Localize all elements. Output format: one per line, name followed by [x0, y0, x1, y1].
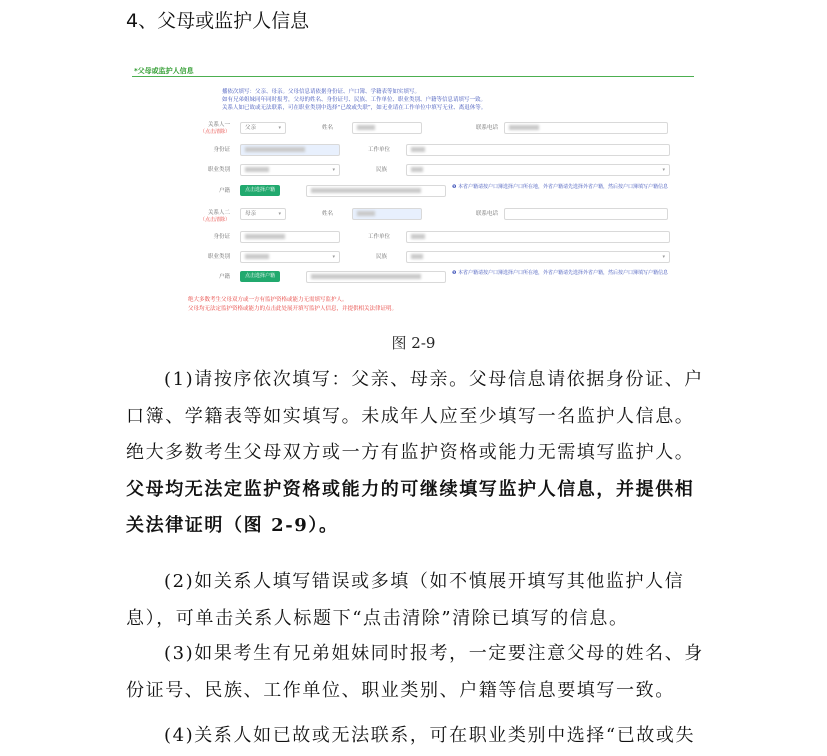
- contact2-label: [166, 210, 230, 224]
- paragraph-3-text: (3)如果考生有兄弟姐妹同时报考，一定要注意父母的姓名、身份证号、民族、工作单位、职业类别、户籍等信息要填写一致。: [126, 643, 704, 701]
- contact1-hukou-button[interactable]: 点击选择户籍: [240, 185, 280, 196]
- form-title: *父母或监护人信息: [134, 67, 194, 75]
- contact1-id-label: 身份证: [213, 147, 230, 153]
- chevron-down-icon: ▾: [332, 254, 335, 260]
- contact1-id-input[interactable]: [240, 144, 340, 156]
- contact1-ethnic-select[interactable]: [406, 164, 670, 176]
- contact1-relation-value: 父亲: [245, 125, 257, 131]
- contact1-clear-link[interactable]: （点击清除）: [199, 129, 230, 135]
- contact1-hukou-hint: [452, 184, 672, 191]
- contact1-label-text: 关系人一: [207, 122, 230, 128]
- form-red-note-1: 绝大多数考生父母双方或一方有监护资格或能力无需填写监护人。: [188, 297, 348, 303]
- contact2-hukou-label: 户籍: [218, 274, 230, 280]
- contact1-name-label: 姓名: [322, 125, 334, 131]
- chevron-down-icon: ▾: [332, 167, 335, 173]
- contact1-name-input[interactable]: [352, 122, 422, 134]
- contact2-name-input[interactable]: [352, 208, 422, 220]
- contact2-name-label: 姓名: [322, 211, 334, 217]
- contact1-work-label: 工作单位: [368, 147, 391, 153]
- figure-caption: 图 2-9: [391, 334, 436, 352]
- contact1-hukou-label: 户籍: [218, 188, 230, 194]
- form-note-1: 播依次填写：父亲、母亲。父母信息请依据身份证、户口簿、学籍表等如实填写。: [222, 89, 421, 95]
- contact2-id-input[interactable]: [240, 231, 340, 243]
- paragraph-2-text: (2)如关系人填写错误或多填（如不慎展开填写其他监护人信息），可单击关系人标题下“点击清除”清除已填写的信息。: [126, 571, 685, 629]
- contact2-ethnic-label: 民族: [376, 254, 388, 260]
- paragraph-2: [126, 564, 706, 637]
- paragraph-1-bold-text: 父母均无法定监护资格或能力的可继续填写监护人信息，并提供相关法律证明（图 2-9）。: [126, 478, 695, 536]
- info-icon: ❶: [452, 184, 458, 190]
- contact1-hukou-hint-text: 本省户籍请按户口簿选择户口所在地，外省户籍请先选择外省户籍，然后按户口簿填写户籍信息: [457, 184, 668, 190]
- form-red-note-2[interactable]: 父母均无法定监护资格或能力的点击此处展开填写监护人信息，并提供相关法律证明。: [188, 306, 398, 312]
- contact2-relation-value: 母亲: [245, 211, 257, 217]
- paragraph-3: [126, 636, 706, 709]
- form-note-2: 如有兄弟姐妹同年同时报考，父母的姓名、身份证号、民族、工作单位、职业类别、户籍等信息请填写一致。: [222, 97, 487, 103]
- contact1-work-input[interactable]: [406, 144, 670, 156]
- contact2-label-text: 关系人二: [207, 210, 230, 216]
- contact1-phone-input[interactable]: [504, 122, 668, 134]
- contact2-job-select[interactable]: [240, 251, 340, 263]
- paragraph-4: [126, 718, 706, 755]
- contact2-work-input[interactable]: [406, 231, 670, 243]
- contact2-ethnic-select[interactable]: [406, 251, 670, 263]
- paragraph-4-text: (4)关系人如已故或无法联系，可在职业类别中选择“已故或失: [164, 725, 696, 746]
- paragraph-1-text: (1)请按序依次填写：父亲、母亲。父母信息请依据身份证、户口簿、学籍表等如实填写。未成年人应至少填写一名监护人信息。绝大多数考生父母双方或一方有监护资格或能力无需填写监护人。: [126, 369, 704, 463]
- contact1-label: [166, 122, 230, 136]
- contact2-work-label: 工作单位: [368, 234, 391, 240]
- chevron-down-icon: ▾: [662, 254, 665, 260]
- contact2-hukou-button[interactable]: 点击选择户籍: [240, 271, 280, 282]
- contact1-job-select[interactable]: [240, 164, 340, 176]
- contact2-relation-select[interactable]: [240, 208, 286, 220]
- contact2-id-label: 身份证: [213, 234, 230, 240]
- contact2-hukou-hint-text: 本省户籍请按户口簿选择户口所在地，外省户籍请先选择外省户籍，然后按户口簿填写户籍信息: [457, 270, 668, 276]
- contact2-clear-link[interactable]: （点击清除）: [199, 217, 230, 223]
- chevron-down-icon: ▾: [662, 167, 665, 173]
- contact2-hukou-hint: [452, 270, 672, 277]
- contact2-phone-label: 联系电话: [476, 211, 499, 217]
- form-title-divider: [132, 76, 694, 77]
- contact1-job-label: 职业类别: [207, 167, 230, 173]
- form-screenshot: [124, 62, 696, 326]
- contact2-hukou-input[interactable]: [306, 271, 446, 283]
- contact2-phone-input[interactable]: [504, 208, 668, 220]
- info-icon: ❶: [452, 270, 458, 276]
- contact1-ethnic-label: 民族: [376, 167, 388, 173]
- contact2-job-label: 职业类别: [207, 254, 230, 260]
- chevron-down-icon: ▾: [278, 125, 281, 131]
- chevron-down-icon: ▾: [278, 211, 281, 217]
- paragraph-1: [126, 362, 706, 545]
- contact1-phone-label: 联系电话: [476, 125, 499, 131]
- contact1-relation-select[interactable]: [240, 122, 286, 134]
- section-heading: 4、父母或监护人信息: [126, 10, 310, 32]
- contact1-hukou-input[interactable]: [306, 185, 446, 197]
- form-note-3: 关系人如已故或无法联系，可在职业类别中选择“已故或失联”，如无业请在工作单位中填写无业、离退休等。: [222, 105, 487, 111]
